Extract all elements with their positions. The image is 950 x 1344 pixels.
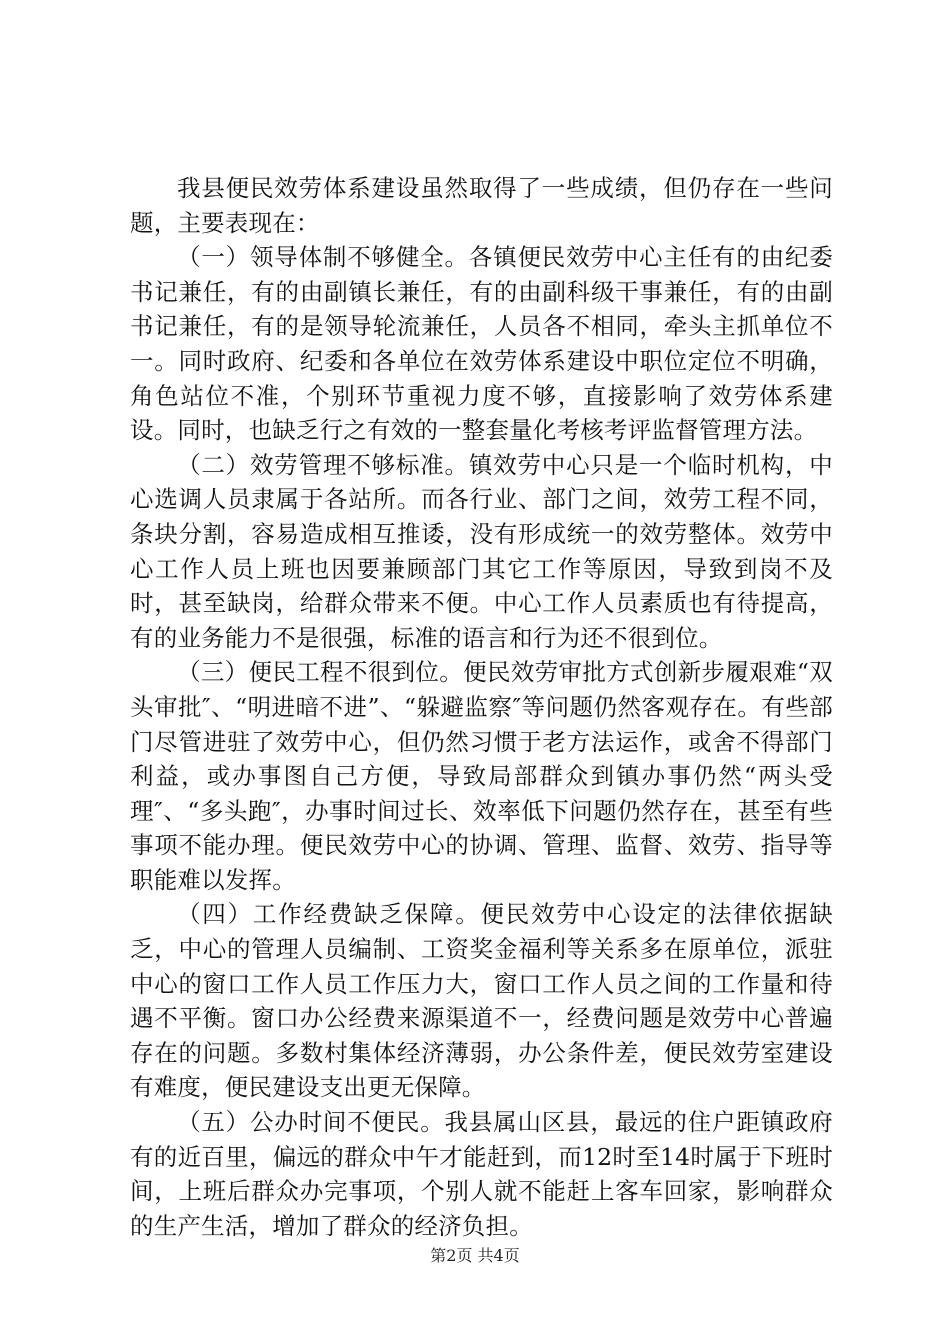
page-number-footer: 第2页 共4页 bbox=[430, 1246, 520, 1265]
paragraph-office-hours: （五）公办时间不便民。我县属山区县，最远的住户距镇政府有的近百里，偏远的群众中午才能赶到，而12时至14时属于下班时间，上班后群众办完事项，个别人就不能赶上客车回家，影响群众的生产生活，增加了群众的经济负担。 bbox=[130, 1108, 833, 1240]
paragraph-convenience-projects: （三）便民工程不很到位。便民效劳审批方式创新步履艰难“双头审批″、“明进暗不进”、“躲避监察″等问题仍然客观存在。有些部门尽管进驻了效劳中心，但仍然习惯于老方法运作，或舍不得部门利益，或办事图自己方便，导致局部群众到镇办事仍然“两头受理″、“多头跑″，办事时间过长、效率低下问题仍然存在，甚至有些事项不能办理。便民效劳中心的协调、管理、监督、效劳、指导等职能难以发挥。 bbox=[130, 658, 833, 894]
paragraph-intro: 我县便民效劳体系建设虽然取得了一些成绩，但仍存在一些问题，主要表现在： bbox=[130, 174, 833, 237]
paragraph-service-management: （二）效劳管理不够标准。镇效劳中心只是一个临时机构，中心选调人员隶属于各站所。而各行业、部门之间，效劳工程不同，条块分割，容易造成相互推诿，没有形成统一的效劳整体。效劳中心工作人员上班也因要兼顾部门其它工作等原因，导致到岗不及时，甚至缺岗，给群众带来不便。中心工作人员素质也有待提高，有的业务能力不是很强，标准的语言和行为还不很到位。 bbox=[130, 450, 833, 652]
paragraph-funding: （四）工作经费缺乏保障。便民效劳中心设定的法律依据缺乏，中心的管理人员编制、工资奖金福利等关系多在原单位，派驻中心的窗口工作人员工作压力大，窗口工作人员之间的工作量和待遇不平衡。窗口办公经费来源渠道不一，经费问题是效劳中心普遍存在的问题。多数村集体经济薄弱，办公条件差，便民效劳室建设有难度，便民建设支出更无保障。 bbox=[130, 900, 833, 1102]
paragraph-leadership-system: （一）领导体制不够健全。各镇便民效劳中心主任有的由纪委书记兼任，有的由副镇长兼任，有的由副科级干事兼任，有的由副书记兼任，有的是领导轮流兼任，人员各不相同，牵头主抓单位不一。同时政府、纪委和各单位在效劳体系建设中职位定位不明确，角色站位不准，个别环节重视力度不够，直接影响了效劳体系建设。同时，也缺乏行之有效的一整套量化考核考评监督管理方法。 bbox=[130, 243, 833, 445]
document-body bbox=[130, 171, 833, 1243]
